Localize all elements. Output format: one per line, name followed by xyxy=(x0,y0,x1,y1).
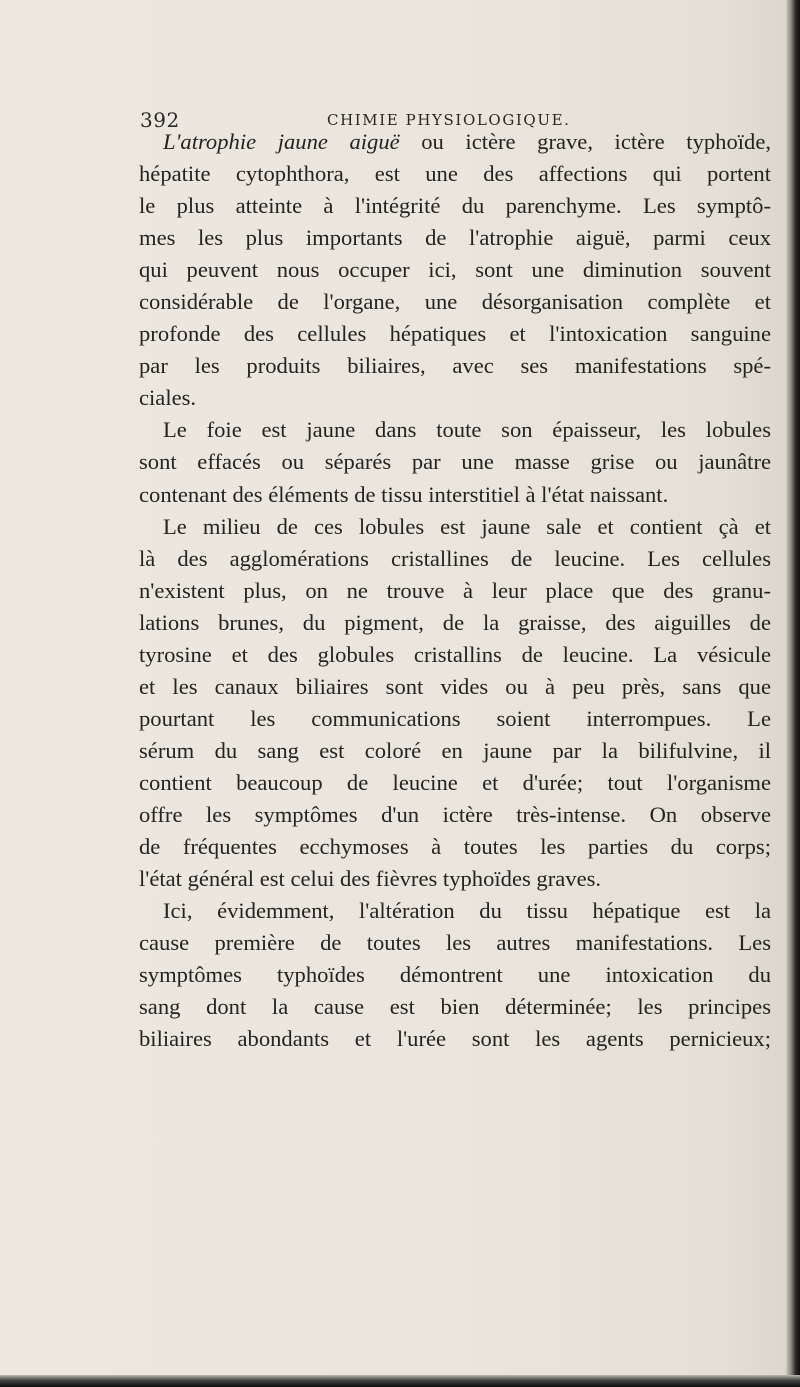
text-line xyxy=(139,126,771,158)
page-edge-shadow xyxy=(786,0,800,1387)
text-line: ciales. xyxy=(139,385,197,411)
text-span: ou ictère grave, ictère typhoïde, xyxy=(399,129,772,154)
page-bottom-shadow xyxy=(0,1375,800,1387)
text-line: là des agglomérations cristallines de leucine. Les cellules xyxy=(139,545,771,571)
text-line: considérable de l'organe, une désorganisation complète et xyxy=(139,289,771,315)
text-line: Le foie est jaune dans toute son épaisseur, les lobules xyxy=(163,417,771,443)
text-line: profonde des cellules hépatiques et l'intoxication sanguine xyxy=(139,321,771,347)
text-line: pourtant les communications soient interrompues. Le xyxy=(139,705,771,731)
text-line: lations brunes, du pigment, de la graisse, des aiguilles de xyxy=(139,609,771,635)
text-line: hépatite cytophthora, est une des affections qui portent xyxy=(139,161,771,187)
paragraph-atrophy-intro xyxy=(139,126,771,414)
text-line: mes les plus importants de l'atrophie aiguë, parmi ceux xyxy=(139,225,771,251)
text-line: symptômes typhoïdes démontrent une intoxication du xyxy=(139,962,771,988)
text-line: Ici, évidemment, l'altération du tissu hépatique est la xyxy=(163,898,771,924)
paragraph-liver-description xyxy=(139,414,771,510)
text-line: Le milieu de ces lobules est jaune sale et contient çà et xyxy=(163,513,771,539)
body-text xyxy=(139,126,771,1055)
text-line: le plus atteinte à l'intégrité du parenchyme. Les symptô- xyxy=(139,193,771,219)
text-line: biliaires abondants et l'urée sont les agents pernicieux; xyxy=(139,1026,771,1052)
text-line: offre les symptômes d'un ictère très-intense. On observe xyxy=(139,801,771,827)
page-number: 392 xyxy=(140,108,180,132)
italic-term: L'atrophie jaune aiguë xyxy=(163,129,400,154)
paragraph-conclusion xyxy=(139,895,771,1055)
text-line: par les produits biliaires, avec ses manifestations spé- xyxy=(139,353,771,379)
text-line: l'état général est celui des fièvres typhoïdes graves. xyxy=(139,866,602,892)
text-line: contenant des éléments de tissu interstitiel à l'état naissant. xyxy=(139,481,669,507)
running-title: CHIMIE PHYSIOLOGIQUE. xyxy=(327,111,571,129)
text-line: n'existent plus, on ne trouve à leur place que des granu- xyxy=(139,577,771,603)
text-line: et les canaux biliaires sont vides ou à peu près, sans que xyxy=(139,673,771,699)
paragraph-lobules xyxy=(139,511,771,896)
text-line: de fréquentes ecchymoses à toutes les parties du corps; xyxy=(139,834,771,860)
text-line: sont effacés ou séparés par une masse grise ou jaunâtre xyxy=(139,449,771,475)
text-line: contient beaucoup de leucine et d'urée; tout l'organisme xyxy=(139,769,771,795)
text-line: cause première de toutes les autres manifestations. Les xyxy=(139,930,771,956)
text-line: qui peuvent nous occuper ici, sont une diminution souvent xyxy=(139,257,771,283)
text-line: sang dont la cause est bien déterminée; les principes xyxy=(139,994,771,1020)
text-line: sérum du sang est coloré en jaune par la bilifulvine, il xyxy=(139,737,771,763)
text-line: tyrosine et des globules cristallins de leucine. La vésicule xyxy=(139,641,771,667)
